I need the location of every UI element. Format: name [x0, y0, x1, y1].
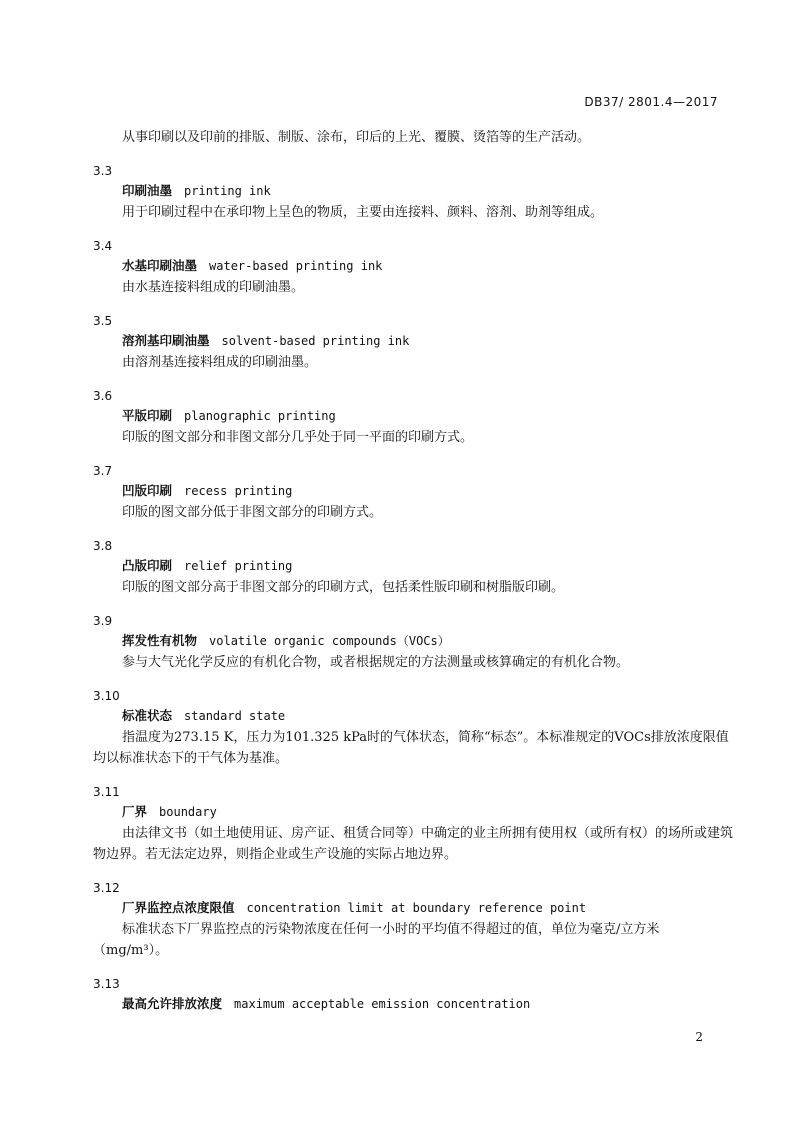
clause-number: 3.12 — [93, 881, 120, 895]
term-english: solvent-based printing ink — [221, 334, 410, 348]
term-definition: 印版的图文部分和非图文部分几乎处于同一平面的印刷方式。 — [122, 430, 474, 445]
term-entry — [93, 161, 733, 223]
term-english: volatile organic compounds（VOCs） — [209, 634, 450, 648]
clause-number: 3.3 — [93, 164, 113, 178]
term-chinese: 印刷油墨 — [122, 183, 173, 198]
term-entry — [93, 461, 733, 523]
clause-number: 3.5 — [93, 314, 113, 328]
clause-number: 3.11 — [93, 785, 120, 799]
term-line — [93, 631, 733, 652]
clause-number: 3.6 — [93, 389, 113, 403]
document-code: DB37/ 2801.4—2017 — [584, 95, 718, 109]
term-english: boundary — [159, 805, 217, 819]
term-line — [93, 898, 733, 919]
intro-paragraph: 从事印刷以及印前的排版、制版、涂布，印后的上光、覆膜、烫箔等的生产活动。 — [122, 130, 591, 145]
term-line — [93, 706, 733, 727]
term-english: recess printing — [184, 484, 293, 498]
term-english: water-based printing ink — [209, 259, 383, 273]
term-english: planographic printing — [184, 409, 336, 423]
term-definition: 由溶剂基连接料组成的印刷油墨。 — [122, 355, 318, 370]
term-definition: 参与大气光化学反应的有机化合物，或者根据规定的方法测量或核算确定的有机化合物。 — [122, 655, 630, 670]
term-chinese: 最高允许排放浓度 — [122, 996, 223, 1011]
term-line — [93, 181, 733, 202]
term-entry — [93, 782, 733, 865]
term-entry — [93, 611, 733, 673]
document-body — [93, 128, 733, 1028]
term-chinese: 厂界监控点浓度限值 — [122, 900, 235, 915]
term-english: standard state — [184, 709, 286, 723]
term-entry — [93, 686, 733, 769]
term-english: concentration limit at boundary reference point — [246, 901, 587, 915]
clause-number: 3.9 — [93, 614, 113, 628]
term-definition: 由法律文书（如土地使用证、房产证、租赁合同等）中确定的业主所拥有使用权（或所有权）的场所或建筑物边界。若无法定边界，则指企业或生产设施的实际占地边界。 — [93, 826, 734, 862]
term-definition: 标准状态下厂界监控点的污染物浓度在任何一小时的平均值不得超过的值，单位为毫克/立方米（mg/m³）。 — [93, 922, 660, 958]
clause-number: 3.4 — [93, 239, 113, 253]
term-chinese: 厂界 — [122, 804, 148, 819]
term-entry — [93, 974, 733, 1015]
term-chinese: 溶剂基印刷油墨 — [122, 333, 210, 348]
term-chinese: 标准状态 — [122, 708, 173, 723]
term-line — [93, 481, 733, 502]
term-entry — [93, 236, 733, 298]
term-entry — [93, 311, 733, 373]
clause-number: 3.8 — [93, 539, 113, 553]
term-entry — [93, 536, 733, 598]
term-line — [93, 802, 733, 823]
clause-number: 3.7 — [93, 464, 113, 478]
term-definition: 由水基连接料组成的印刷油墨。 — [122, 280, 305, 295]
term-line — [93, 556, 733, 577]
page-number: 2 — [695, 1030, 703, 1044]
term-english: relief printing — [184, 559, 293, 573]
term-entry — [93, 386, 733, 448]
term-english: printing ink — [184, 184, 271, 198]
clause-number: 3.10 — [93, 689, 120, 703]
term-chinese: 水基印刷油墨 — [122, 258, 198, 273]
term-chinese: 挥发性有机物 — [122, 633, 198, 648]
clause-number: 3.13 — [93, 977, 120, 991]
term-english: maximum acceptable emission concentration — [234, 997, 531, 1011]
term-definition: 用于印刷过程中在承印物上呈色的物质，主要由连接料、颜料、溶剂、助剂等组成。 — [122, 205, 604, 220]
term-line — [93, 406, 733, 427]
term-chinese: 平版印刷 — [122, 408, 173, 423]
term-chinese: 凹版印刷 — [122, 483, 173, 498]
term-entry — [93, 878, 733, 961]
term-line — [93, 994, 733, 1015]
term-chinese: 凸版印刷 — [122, 558, 173, 573]
term-definition: 印版的图文部分低于非图文部分的印刷方式。 — [122, 505, 383, 520]
term-definition: 印版的图文部分高于非图文部分的印刷方式，包括柔性版印刷和树脂版印刷。 — [122, 580, 565, 595]
term-line — [93, 256, 733, 277]
term-line — [93, 331, 733, 352]
term-definition: 指温度为273.15 K，压力为101.325 kPa时的气体状态，简称“标态”。本标准规定的VOCs排放浓度限值均以标准状态下的干气体为基准。 — [93, 730, 729, 766]
